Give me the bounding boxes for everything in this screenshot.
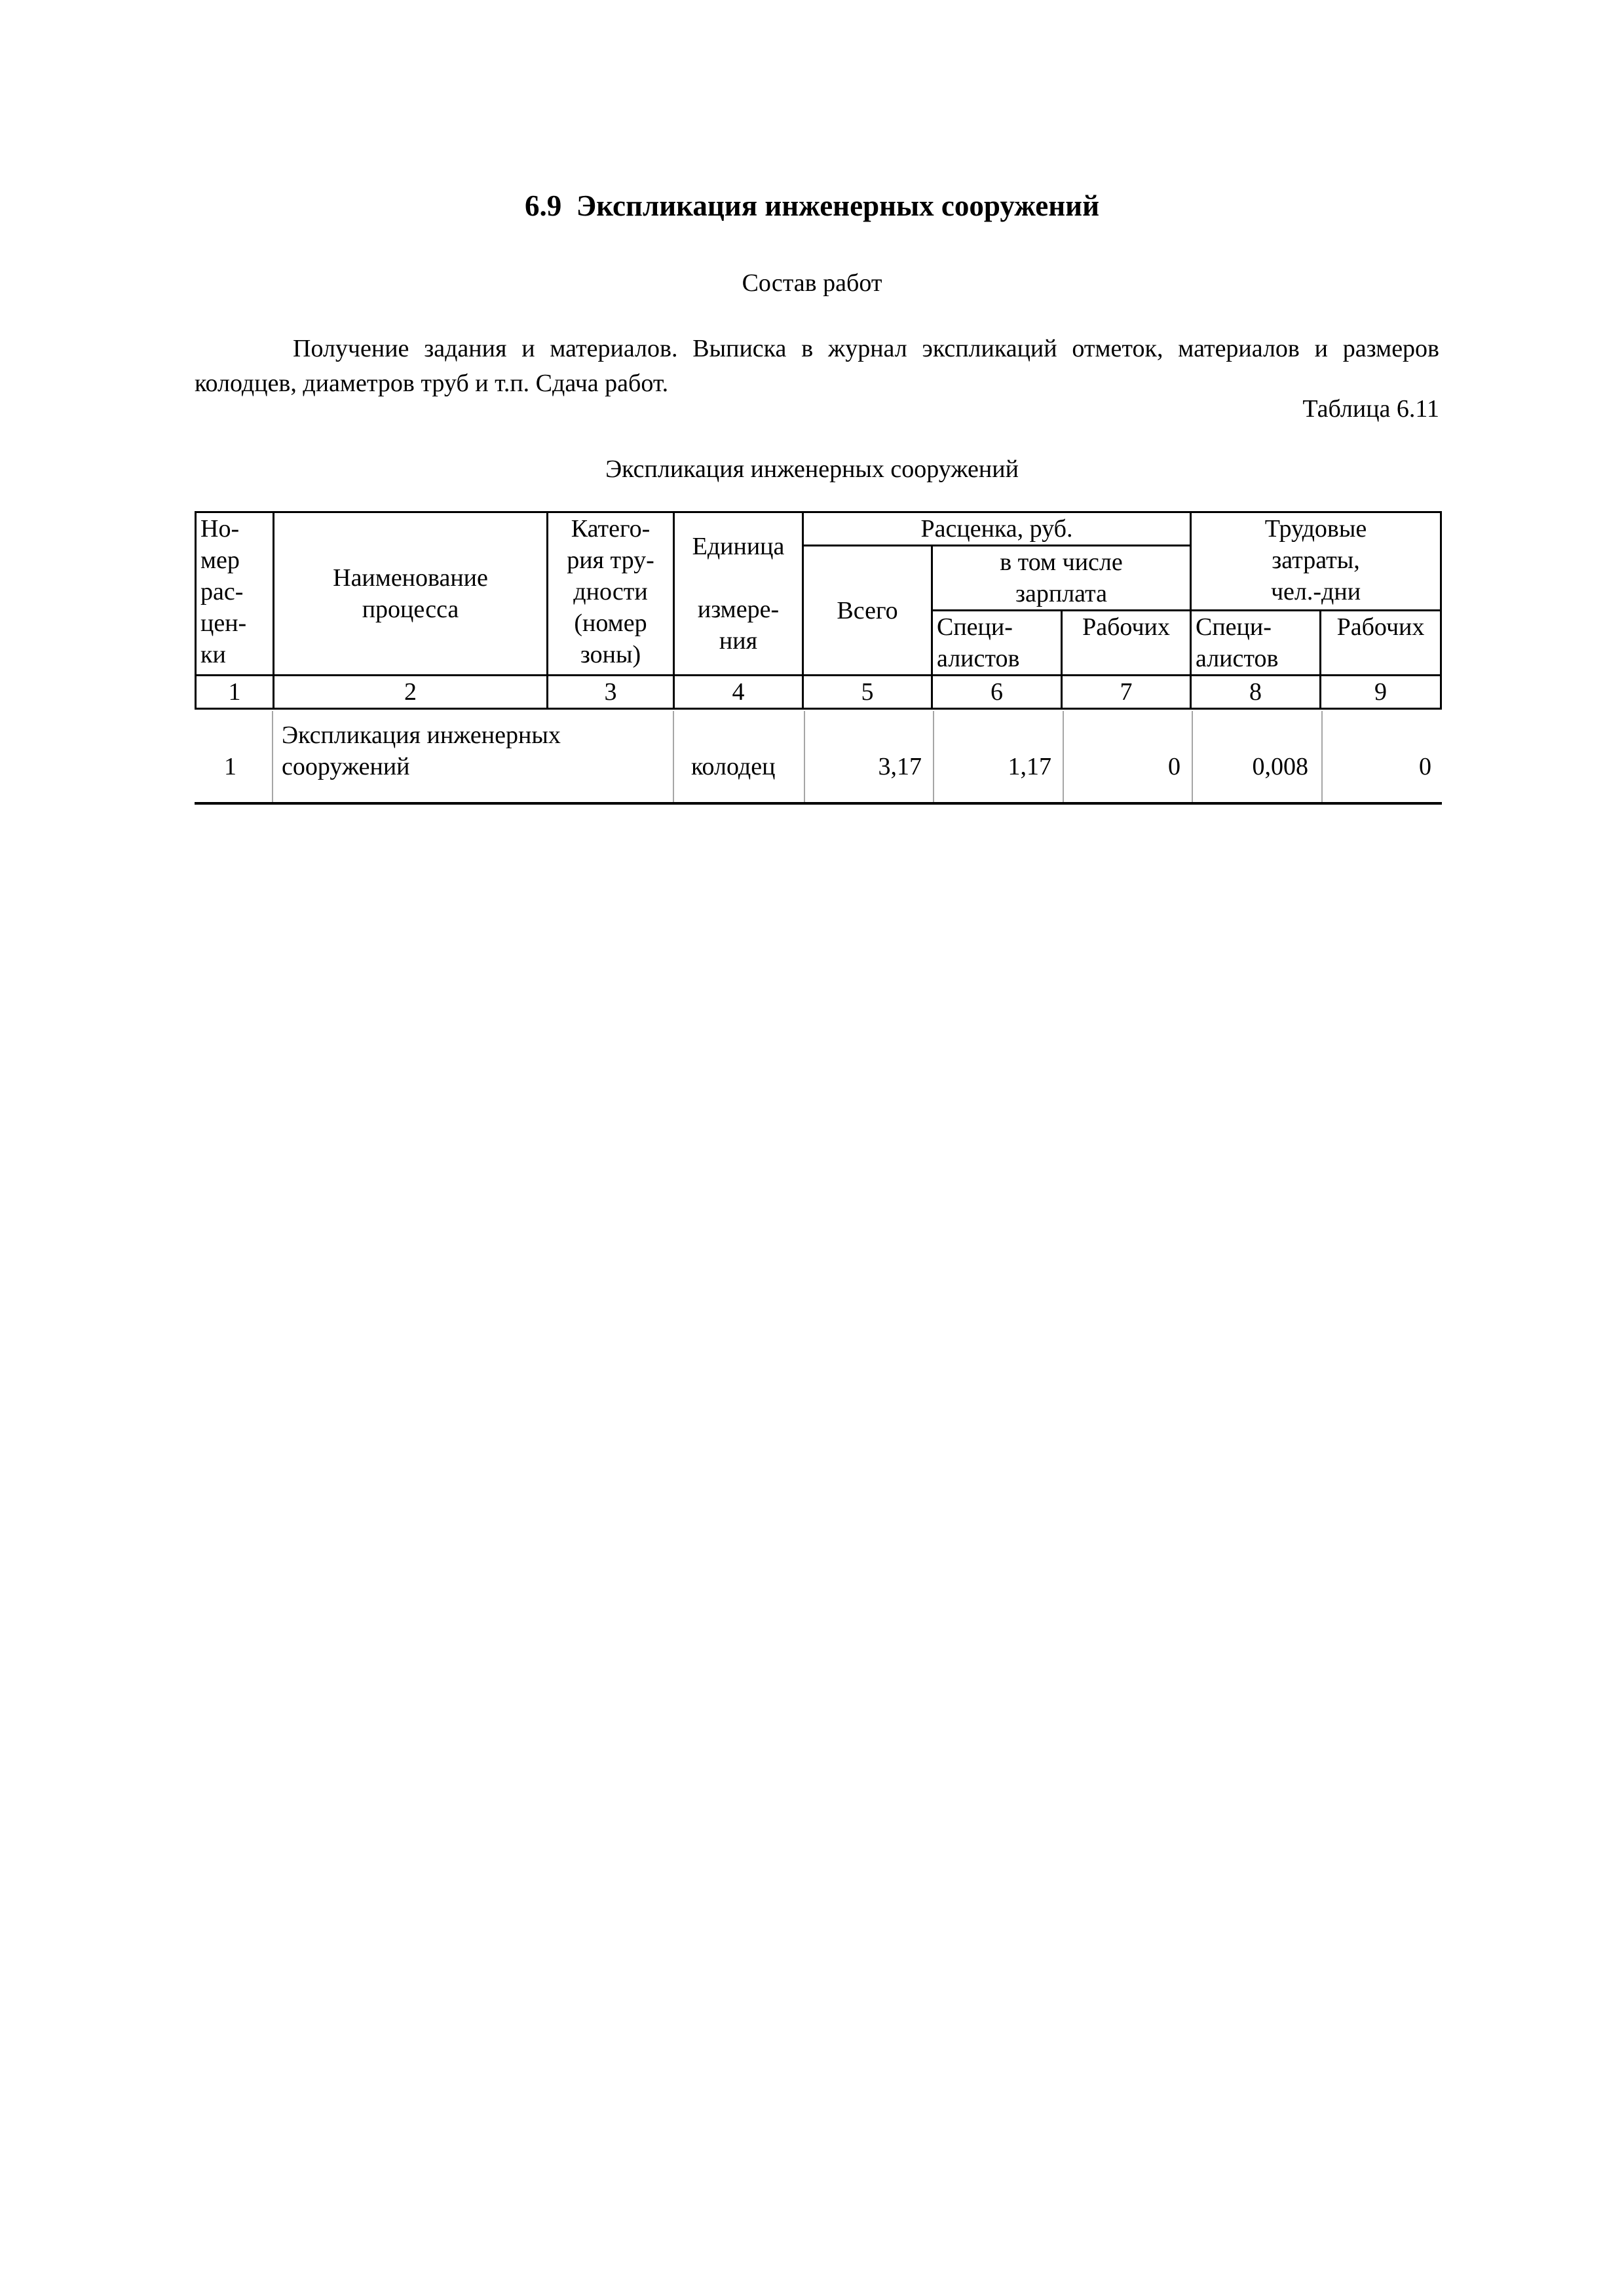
header-rate-workers: Рабочих <box>1062 611 1191 676</box>
header-rate-specialists: Специ- алистов <box>932 611 1062 676</box>
cell-rate-total: 3,17 <box>878 753 922 780</box>
header-rate-total: Всего <box>803 546 932 676</box>
column-number: 7 <box>1062 676 1191 709</box>
cell-labor-specialists: 0,008 <box>1252 753 1308 780</box>
header-rate-group: Расценка, руб. <box>803 512 1191 546</box>
header-rate-number: Но- мер рас- цен- ки <box>196 512 274 676</box>
header-unit: Единица измере- ния <box>674 512 803 676</box>
table-title: Экспликация инженерных сооружений <box>605 455 1019 483</box>
work-scope-paragraph: Получение задания и материалов. Выписка в журнал экспликаций отметок, материалов и размеров колодцев, диаметров труб и т.п. Сдача работ. <box>195 335 1439 397</box>
column-number: 6 <box>932 676 1062 709</box>
cell-unit: колодец <box>691 753 776 780</box>
header-difficulty-category: Катего- рия тру- дности (номер зоны) <box>548 512 674 676</box>
cell-rate-workers: 0 <box>1168 753 1180 780</box>
header-labor-workers: Рабочих <box>1321 611 1441 676</box>
cell-labor-workers: 0 <box>1419 753 1431 780</box>
cell-process-name: Экспликация инженерных сооружений <box>282 721 561 780</box>
column-number: 5 <box>803 676 932 709</box>
column-number: 8 <box>1191 676 1321 709</box>
column-number-row <box>196 676 1441 709</box>
header-labor-group: Трудовые затраты, чел.-дни <box>1191 512 1441 611</box>
column-number: 3 <box>548 676 674 709</box>
column-number: 1 <box>196 676 274 709</box>
header-rate-including: в том числе зарплата <box>932 546 1191 611</box>
column-number: 2 <box>274 676 548 709</box>
column-number: 4 <box>674 676 803 709</box>
rates-table-header <box>195 511 1442 710</box>
cell-rate-specialists: 1,17 <box>1008 753 1051 780</box>
header-process-name: Наименование процесса <box>274 512 548 676</box>
table-number: Таблица 6.11 <box>1302 395 1439 423</box>
section-heading: 6.9 Экспликация инженерных сооружений <box>524 189 1100 222</box>
table-row <box>195 719 1442 805</box>
cell-rate-number: 1 <box>224 753 236 780</box>
column-number: 9 <box>1321 676 1441 709</box>
work-scope-heading: Состав работ <box>742 269 882 297</box>
header-labor-specialists: Специ- алистов <box>1191 611 1321 676</box>
